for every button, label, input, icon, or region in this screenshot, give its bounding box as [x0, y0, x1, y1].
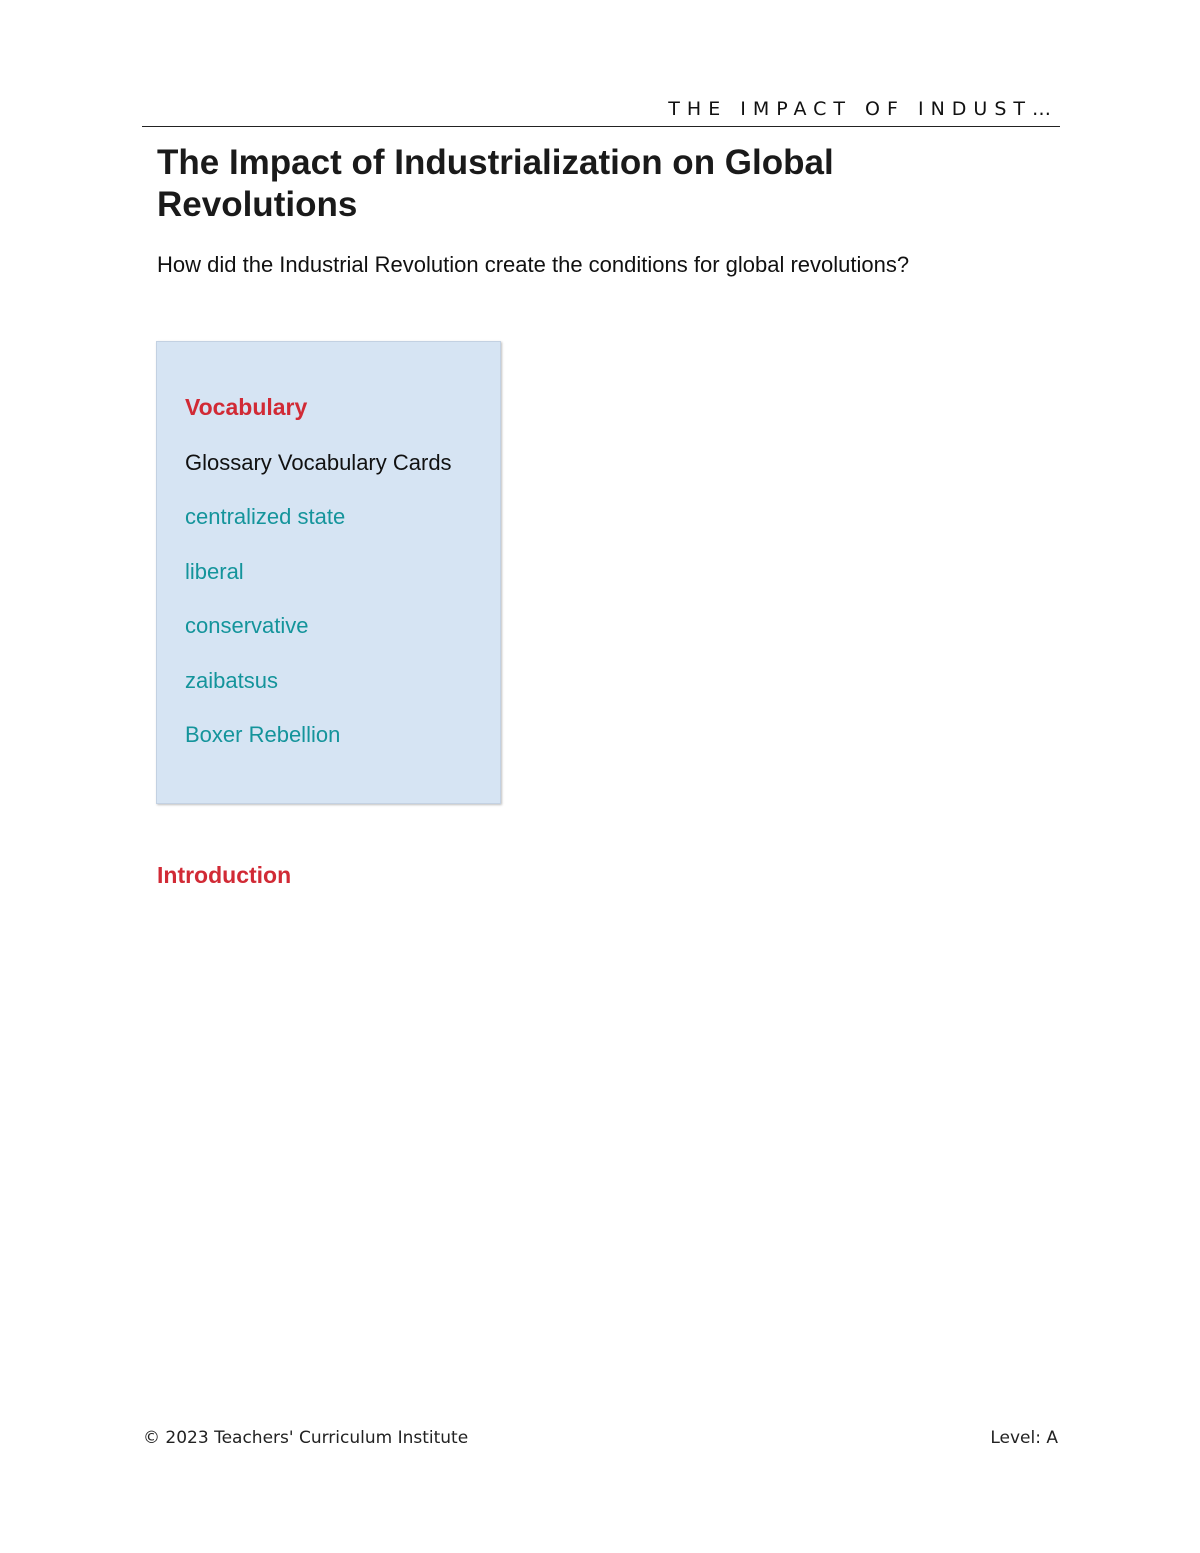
running-header-title: THE IMPACT OF INDUST… [668, 98, 1058, 120]
vocab-term-link-conservative[interactable]: conservative [185, 613, 309, 639]
vocab-term-link-zaibatsus[interactable]: zaibatsus [185, 667, 278, 693]
glossary-vocabulary-cards-label: Glossary Vocabulary Cards [185, 450, 452, 475]
vocab-term-link-boxer-rebellion[interactable]: Boxer Rebellion [185, 722, 341, 748]
vocab-term-link-centralized-state[interactable]: centralized state [185, 504, 346, 529]
introduction-heading: Introduction [157, 862, 292, 888]
page-title: The Impact of Industrialization on Global Revolutions [157, 143, 834, 224]
vocabulary-heading: Vocabulary [185, 394, 308, 420]
running-header [142, 96, 1060, 127]
vocabulary-box [156, 341, 501, 804]
vocabulary-term-list [185, 504, 345, 777]
vocab-term-link-liberal[interactable]: liberal [185, 558, 244, 584]
footer-level: Level: A [990, 1428, 1058, 1448]
essential-question: How did the Industrial Revolution create the conditions for global revolutions? [157, 252, 910, 277]
footer-copyright: © 2023 Teachers' Curriculum Institute [143, 1428, 469, 1448]
